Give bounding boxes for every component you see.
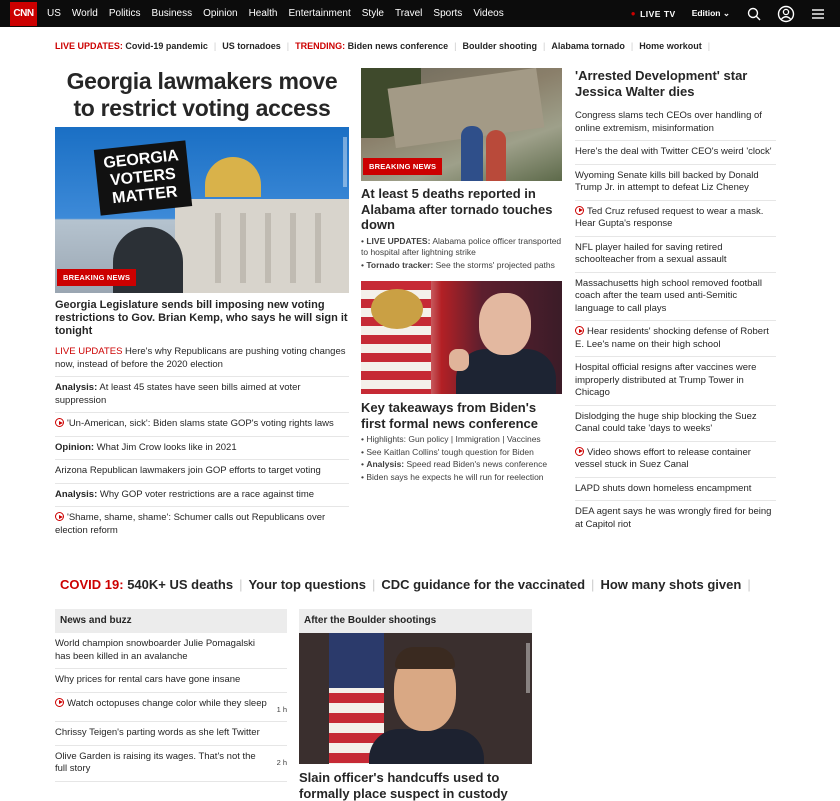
sublink[interactable]: • LIVE UPDATES: Alabama police officer transported to hospital after lightning strike xyxy=(361,235,562,257)
sublink[interactable]: • See Kaitlan Collins' tough question for Biden xyxy=(361,446,534,457)
list-item[interactable]: Hear residents' shocking defense of Robert E. Lee's name on their high school xyxy=(575,320,776,356)
video-play-icon xyxy=(55,512,64,521)
hand-shape xyxy=(449,349,469,371)
biden-headline[interactable]: Key takeaways from Biden's first formal news conference xyxy=(361,400,538,431)
boulder-headline[interactable]: Slain officer's handcuffs used to formally place suspect in custody xyxy=(299,770,508,801)
covid-link-cdc[interactable]: CDC guidance for the vaccinated xyxy=(381,577,586,592)
nav-link-politics[interactable]: Politics xyxy=(108,8,141,19)
news-buzz-title: News and buzz xyxy=(55,609,287,633)
list-item[interactable]: Massachusetts high school removed football coach after the team used anti-Semitic language to call plays xyxy=(575,272,776,321)
list-item[interactable]: Analysis: Why GOP voter restrictions are a race against time xyxy=(55,483,349,507)
live-updates-label: LIVE UPDATES: xyxy=(55,41,123,51)
nav-link-videos[interactable]: Videos xyxy=(473,8,504,19)
sublink[interactable]: • Tornado tracker: See the storms' projected paths xyxy=(361,259,555,270)
trending-label: TRENDING: xyxy=(295,41,346,51)
covid-link-questions[interactable]: Your top questions xyxy=(248,577,366,592)
video-play-icon xyxy=(575,206,584,215)
hair-shape xyxy=(395,647,455,669)
list-item[interactable]: NFL player hailed for saving retired schoolteacher from a sexual assault xyxy=(575,236,776,272)
right-story-list xyxy=(575,105,776,536)
video-play-icon xyxy=(55,698,64,707)
trending-link-biden[interactable]: Biden news conference xyxy=(347,41,449,51)
capitol-dome xyxy=(205,157,261,197)
news-and-buzz-section xyxy=(55,609,287,782)
sublink[interactable]: • Highlights: Gun policy | Immigration | Vaccines xyxy=(361,434,541,444)
nav-link-entertainment[interactable]: Entertainment xyxy=(288,8,351,19)
list-item[interactable]: Hospital official resigns after vaccines were improperly distributed at Trump Tower in Chicago xyxy=(575,356,776,405)
list-item[interactable]: World champion snowboarder Julie Pomagalski has been killed in an avalanche xyxy=(55,633,287,669)
ticker-link-covid[interactable]: Covid-19 pandemic xyxy=(125,41,208,51)
biden-sublinks xyxy=(361,434,562,483)
nav-link-travel[interactable]: Travel xyxy=(394,8,423,19)
photo-credit xyxy=(343,137,347,187)
right-headline[interactable]: 'Arrested Development' star Jessica Walter dies xyxy=(575,68,748,99)
flag-stars xyxy=(329,633,384,688)
officer-image[interactable] xyxy=(299,633,532,764)
list-item[interactable]: Video shows effort to release container vessel stuck in Suez Canal xyxy=(575,441,776,477)
trending-link-boulder[interactable]: Boulder shooting xyxy=(462,41,537,51)
trending-bar: LIVE UPDATES: Covid-19 pandemic | US tornadoes | TRENDING: Biden news conference | Boulder shooting | Alabama tornado | Home workout | xyxy=(55,41,711,51)
lead-headline[interactable]: Georgia lawmakers move to restrict voting access xyxy=(66,68,338,121)
nav-link-health[interactable]: Health xyxy=(248,8,278,19)
list-item[interactable]: Why prices for rental cars have gone insane xyxy=(55,669,287,693)
list-item[interactable]: Congress slams tech CEOs over handling of online extremism, misinformation xyxy=(575,110,762,134)
list-item[interactable]: LAPD shuts down homeless encampment xyxy=(575,477,776,501)
nav-link-business[interactable]: Business xyxy=(151,8,193,19)
cnn-logo[interactable]: CNN xyxy=(10,2,37,26)
trending-link-workout[interactable]: Home workout xyxy=(639,41,702,51)
list-item[interactable]: Olive Garden is raising its wages. That's not the full story 2 h xyxy=(55,746,287,782)
list-item[interactable]: Ted Cruz refused request to wear a mask. Hear Gupta's response xyxy=(575,200,776,236)
protest-sign: GEORGIA VOTERS MATTER xyxy=(94,140,192,215)
photo-credit xyxy=(526,643,530,693)
list-item[interactable]: Wyoming Senate kills bill backed by Donald Trump Jr. in attempt to defeat Liz Cheney xyxy=(575,164,776,200)
nav-links xyxy=(47,8,515,19)
lead-story-column xyxy=(55,68,349,542)
account-icon[interactable] xyxy=(776,4,796,24)
nav-link-world[interactable]: World xyxy=(71,8,98,19)
list-item[interactable]: Opinion: What Jim Crow looks like in 2021 xyxy=(55,436,349,460)
list-item[interactable]: Watch octopuses change color while they sleep 1 h xyxy=(55,693,287,723)
list-item[interactable]: 'Un-American, sick': Biden slams state GOP's voting rights laws xyxy=(55,412,349,436)
boulder-title: After the Boulder shootings xyxy=(299,609,532,633)
nav-right xyxy=(631,0,840,27)
sublink[interactable]: • Biden says he expects he will run for reelection xyxy=(361,471,544,482)
menu-icon[interactable] xyxy=(808,4,828,24)
search-icon[interactable] xyxy=(744,4,764,24)
covid-link-deaths[interactable]: 540K+ US deaths xyxy=(127,577,234,592)
live-tv-link[interactable] xyxy=(631,9,676,19)
right-column xyxy=(575,68,776,536)
list-item[interactable]: Analysis: At least 45 states have seen bills aimed at voter suppression xyxy=(55,376,349,412)
face-shape xyxy=(479,293,531,355)
lead-story-image[interactable] xyxy=(55,127,349,293)
ticker-link-tornadoes[interactable]: US tornadoes xyxy=(222,41,281,51)
nav-link-style[interactable]: Style xyxy=(361,8,384,19)
biden-image[interactable] xyxy=(361,281,562,394)
uniform-shape xyxy=(369,729,484,764)
sublink[interactable]: • Analysis: Speed read Biden's news conference xyxy=(361,459,548,469)
eagle-emblem xyxy=(371,289,423,329)
live-tv-label: LIVE TV xyxy=(640,8,676,19)
tornado-sublinks xyxy=(361,236,562,272)
middle-column xyxy=(361,68,562,484)
tornado-damage-image[interactable] xyxy=(361,68,562,181)
lead-subheadline[interactable]: Georgia Legislature sends bill imposing new voting restrictions to Gov. Brian Kemp, who says he will sign it tonight xyxy=(55,299,348,337)
edition-dropdown[interactable] xyxy=(692,8,730,19)
video-play-icon xyxy=(55,418,64,427)
nav-link-opinion[interactable]: Opinion xyxy=(203,8,238,19)
video-play-icon xyxy=(575,326,584,335)
list-item[interactable]: DEA agent says he was wrongly fired for being at Capitol riot xyxy=(575,500,776,536)
timestamp: 2 h xyxy=(276,757,287,767)
list-item[interactable]: Arizona Republican lawmakers join GOP efforts to target voting xyxy=(55,459,349,483)
capitol-building xyxy=(175,199,349,293)
covid-link-shots[interactable]: How many shots given xyxy=(600,577,742,592)
covid-label: COVID 19: xyxy=(60,577,124,592)
list-item[interactable]: Dislodging the huge ship blocking the Suez Canal could take 'days to weeks' xyxy=(575,405,776,441)
person-figure xyxy=(486,130,506,181)
lead-related-list xyxy=(55,344,349,542)
list-item[interactable]: Chrissy Teigen's parting words as she left Twitter xyxy=(55,722,287,746)
list-item[interactable]: 'Shame, shame, shame': Schumer calls out Republicans over election reform xyxy=(55,506,349,542)
tornado-headline[interactable]: At least 5 deaths reported in Alabama after tornado touches down xyxy=(361,186,553,232)
top-nav-bar xyxy=(0,0,840,27)
suit-shape xyxy=(456,349,556,394)
boulder-section xyxy=(299,609,532,801)
list-item[interactable]: Here's the deal with Twitter CEO's weird 'clock' xyxy=(575,140,776,164)
covid-bar: COVID 19: 540K+ US deaths | Your top questions | CDC guidance for the vaccinated | How many shots given | xyxy=(60,577,751,592)
live-dot-icon: ● xyxy=(630,9,637,18)
nav-link-sports[interactable]: Sports xyxy=(433,8,463,19)
video-play-icon xyxy=(575,447,584,456)
nav-link-us[interactable]: US xyxy=(47,8,61,19)
edition-label: Edition xyxy=(691,8,721,18)
chevron-down-icon: ⌄ xyxy=(722,8,730,18)
trending-link-alabama[interactable]: Alabama tornado xyxy=(551,41,625,51)
breaking-news-badge: BREAKING NEWS xyxy=(57,269,136,286)
breaking-news-badge: BREAKING NEWS xyxy=(363,158,442,175)
person-figure xyxy=(461,126,483,181)
list-item[interactable]: LIVE UPDATES Here's why Republicans are pushing voting changes now, instead of before the 2020 election xyxy=(55,346,346,370)
timestamp: 1 h xyxy=(276,704,287,714)
